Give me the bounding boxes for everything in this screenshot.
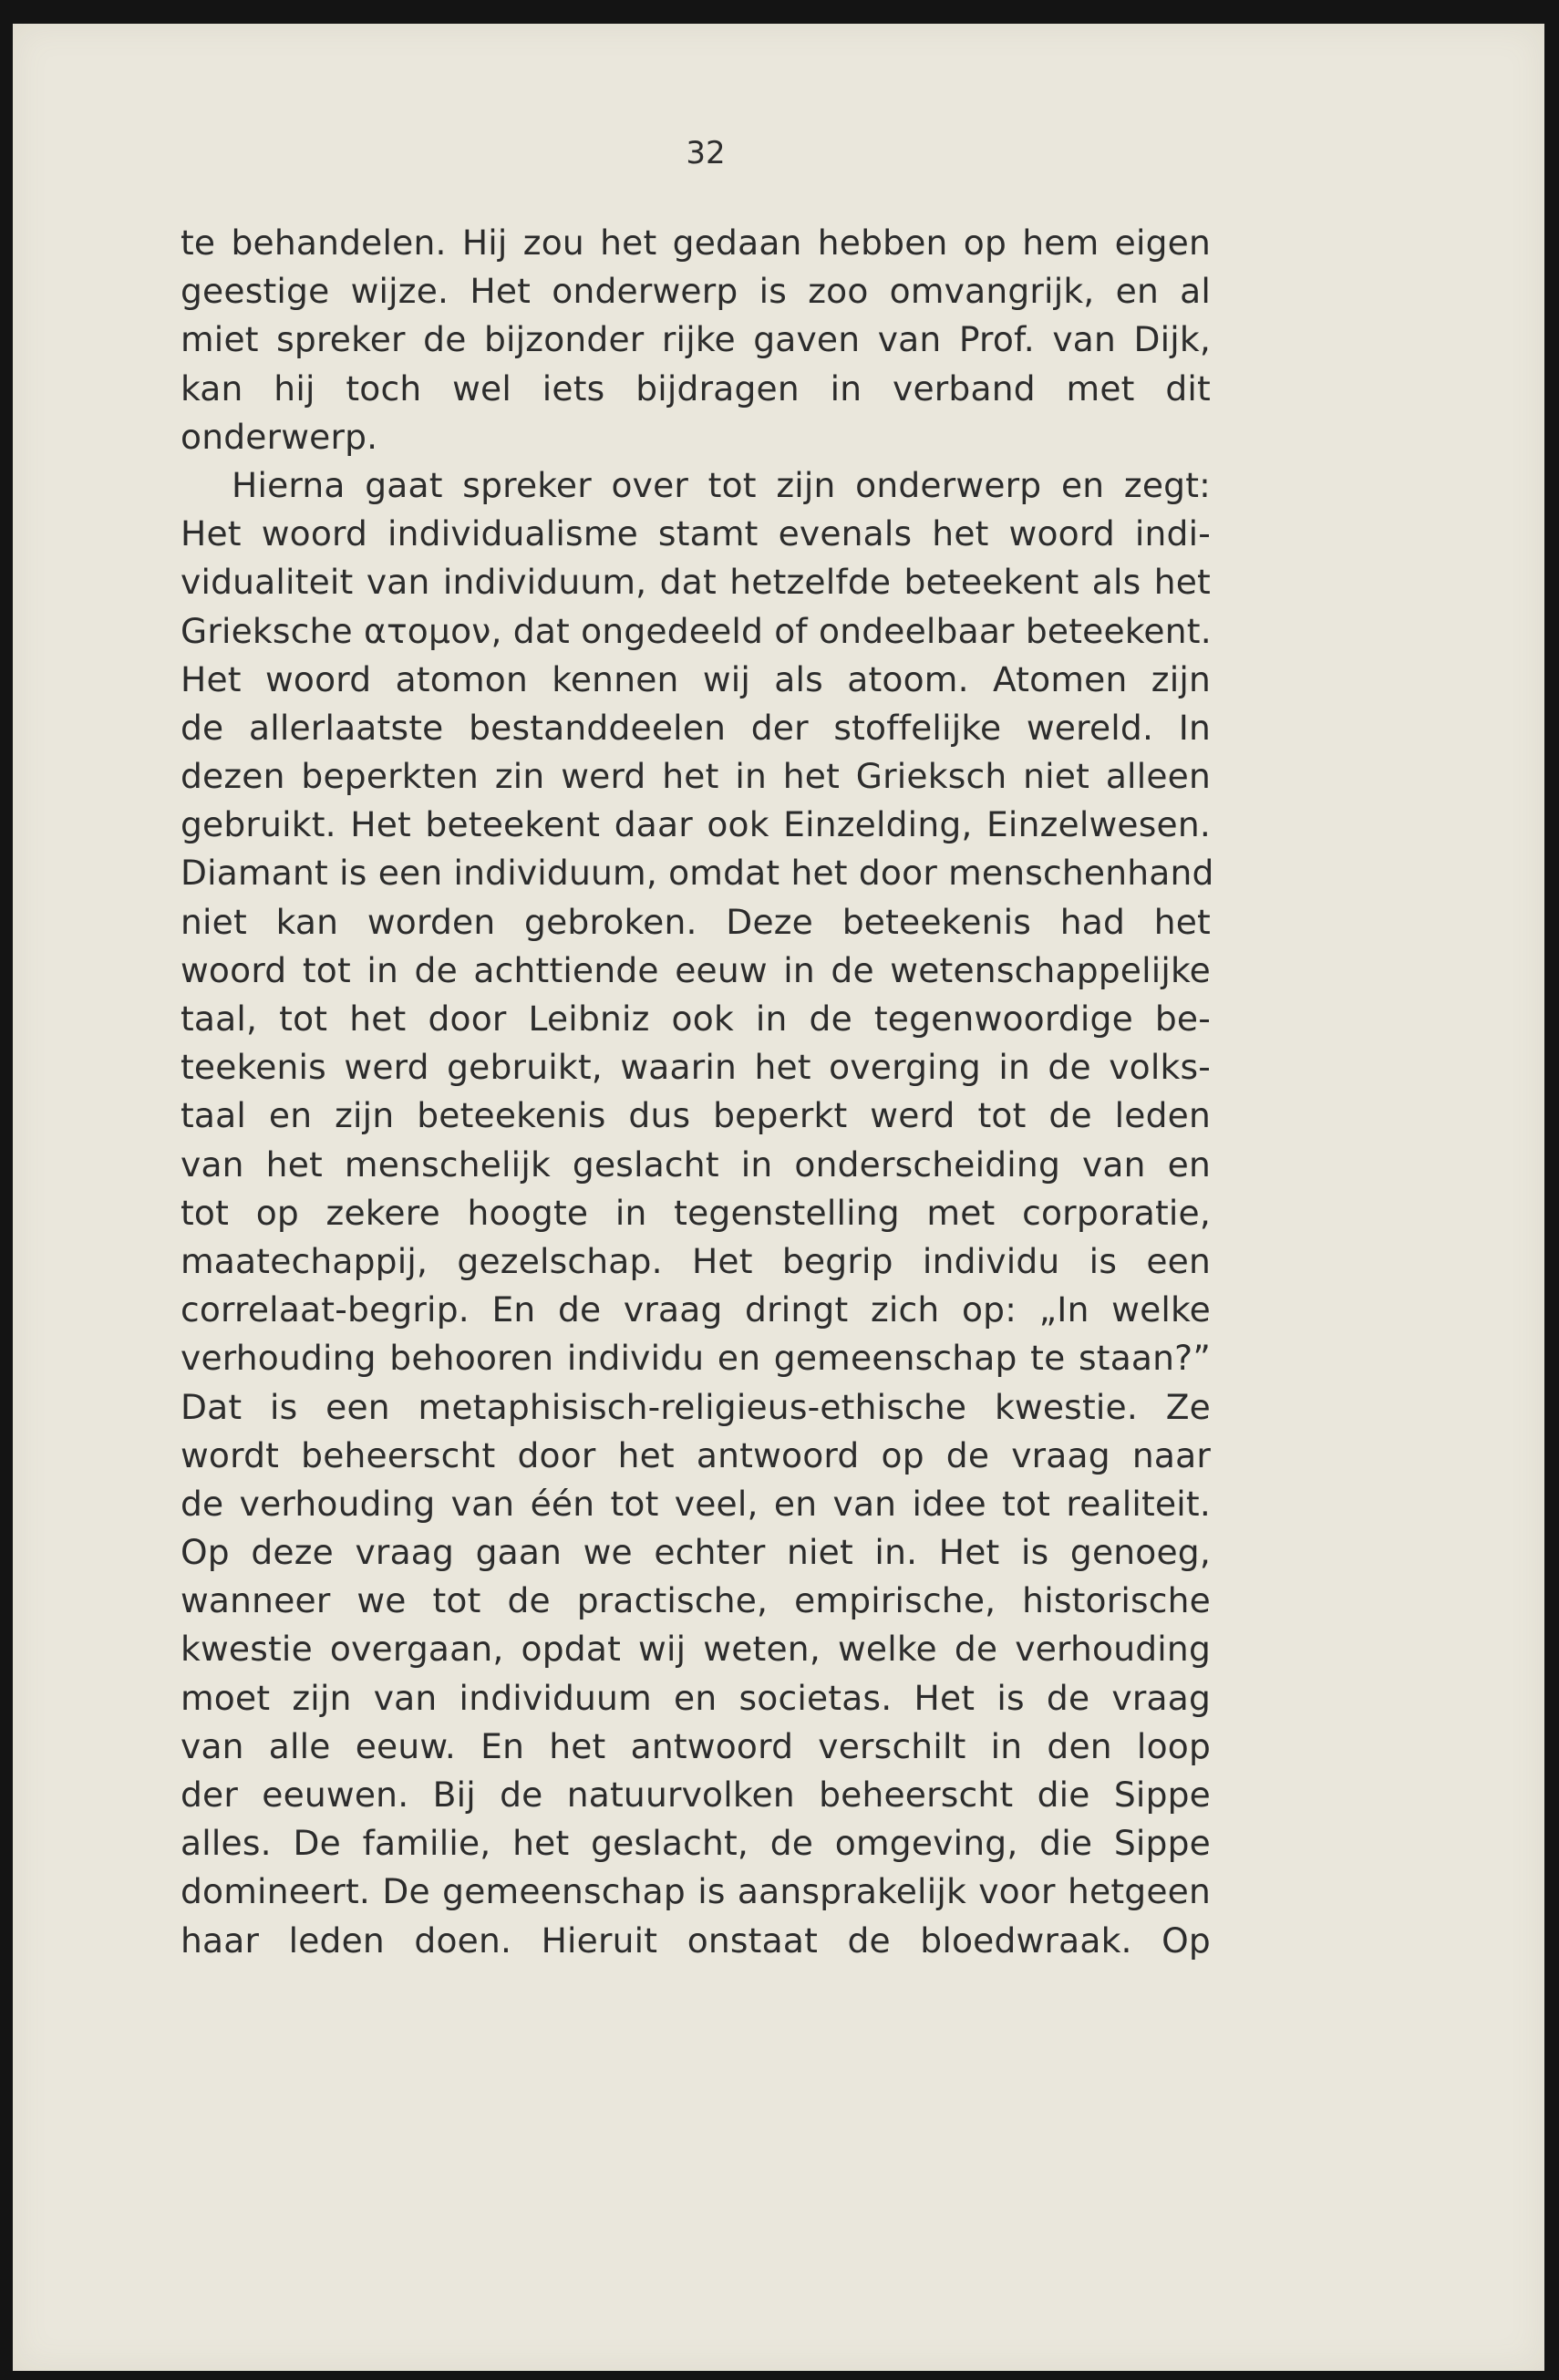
text-line: niet kan worden gebroken. Deze beteekenis had het [181,901,1211,942]
text-line: wanneer we tot de practische, empirische, historische [181,1580,1211,1621]
book-page [13,24,1544,2371]
text-line: teekenis werd gebruikt, waarin het overging in de volks- [181,1047,1211,1088]
text-line: Diamant is een individuum, omdat het door menschenhand [181,853,1214,894]
text-line: taal, tot het door Leibniz ook in de tegenwoordige be- [181,999,1211,1039]
text-line: haar leden doen. Hieruit onstaat de bloedwraak. Op [181,1920,1211,1961]
text-line: alles. De familie, het geslacht, de omgeving, die Sippe [181,1823,1211,1864]
text-line: de verhouding van één tot veel, en van idee tot realiteit. [181,1483,1211,1524]
text-line: tot op zekere hoogte in tegenstelling met corporatie, [181,1192,1211,1233]
text-line: Op deze vraag gaan we echter niet in. Het is genoeg, [181,1532,1211,1573]
text-line: kwestie overgaan, opdat wij weten, welke de verhouding [181,1629,1211,1670]
body-text [181,219,1214,1965]
text-line: domineert. De gemeenschap is aansprakelijk voor hetgeen [181,1871,1211,1912]
text-line: vidualiteit van individuum, dat hetzelfde beteekent als het [181,562,1211,603]
text-line: geestige wijze. Het onderwerp is zoo omvangrijk, en al [181,271,1211,312]
text-line: wordt beheerscht door het antwoord op de vraag naar [181,1434,1211,1475]
text-line: dezen beperkten zin werd het in het Grieksch niet alleen [181,756,1211,797]
text-line: moet zijn van individuum en societas. Het is de vraag [181,1677,1211,1718]
text-line: woord tot in de achttiende eeuw in de wetenschappelijke [181,949,1211,990]
text-line: de allerlaatste bestanddeelen der stoffelijke wereld. In [181,707,1211,748]
text-line: maatechappij, gezelschap. Het begrip individu is een [181,1240,1211,1281]
page-number: 32 [686,135,726,171]
text-line: Hierna gaat spreker over tot zijn onderwerp en zegt: [232,464,1211,505]
text-line: kan hij toch wel iets bijdragen in verband met dit [181,367,1211,409]
text-line: miet spreker de bijzonder rijke gaven van Prof. van Dijk, [181,319,1211,360]
text-line: der eeuwen. Bij de natuurvolken beheerscht die Sippe [181,1775,1211,1815]
text-line: correlaat-begrip. En de vraag dringt zich op: „In welke [181,1289,1211,1330]
text-line: te behandelen. Hij zou het gedaan hebben op hem eigen [181,222,1211,263]
text-line: onderwerp. [181,416,378,457]
text-line: taal en zijn beteekenis dus beperkt werd tot de leden [181,1095,1211,1136]
text-line: Grieksche ατομον, dat ongedeeld of ondeelbaar beteekent. [181,610,1212,651]
text-line: Het woord individualisme stamt evenals het woord indi- [181,513,1211,554]
text-line: van het menschelijk geslacht in onderscheiding van en [181,1143,1211,1185]
text-line: gebruikt. Het beteekent daar ook Einzelding, Einzelwesen. [181,804,1211,845]
text-line: Dat is een metaphisisch-religieus-ethische kwestie. Ze [181,1386,1211,1427]
text-line: verhouding behooren individu en gemeenschap te staan?” [181,1338,1211,1379]
text-line: van alle eeuw. En het antwoord verschilt in den loop [181,1725,1211,1766]
text-line: Het woord atomon kennen wij als atoom. Atomen zijn [181,658,1211,699]
